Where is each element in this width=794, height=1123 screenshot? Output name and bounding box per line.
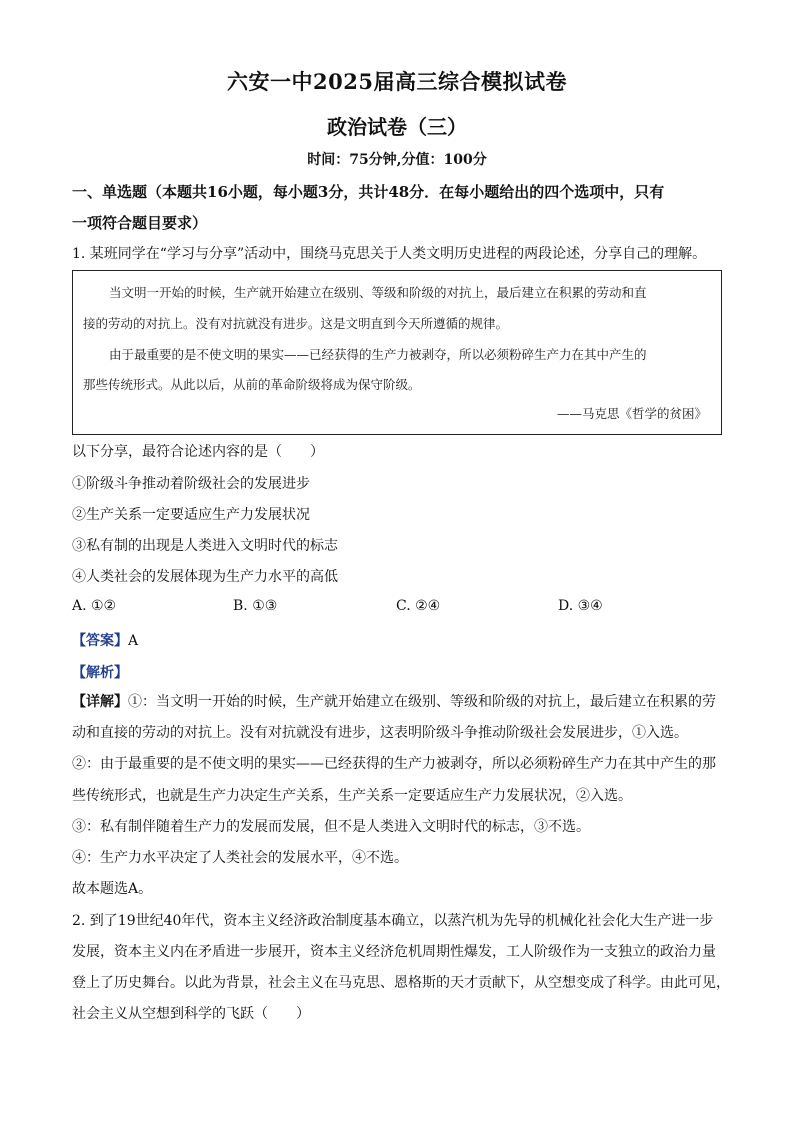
analysis-line-3: ②：由于最重要的是不使文明的果实——已经获得的生产力被剥夺，所以必须粉碎生产力在其中产生的那 — [72, 756, 716, 772]
quote-box — [72, 270, 722, 435]
analysis-line-4: 些传统形式，也就是生产力决定生产关系，生产关系一定要适应生产力发展状况，②入选。 — [72, 788, 632, 804]
statement-1: ①阶级斗争推动着阶级社会的发展进步 — [72, 476, 310, 492]
option-a: A. ①② — [72, 598, 117, 614]
quote-line: 当文明一开始的时候，生产就开始建立在级别、等级和阶级的对抗上，最后建立在积累的劳动和直 — [109, 285, 647, 300]
question-2-line-1: 2. 到了19世纪40年代，资本主义经济政治制度基本确立，以蒸汽机为先导的机械化社会化大生产进一步 — [72, 913, 714, 929]
analysis-line-2: 动和直接的劳动的对抗上。没有对抗就没有进步，这表明阶级斗争推动阶级社会发展进步，①入选。 — [72, 725, 688, 741]
statement-4: ④人类社会的发展体现为生产力水平的高低 — [72, 569, 338, 585]
analysis-conclusion: 故本题选A。 — [72, 881, 153, 897]
analysis-line-6: ④：生产力水平决定了人类社会的发展水平，④不选。 — [72, 850, 408, 866]
answer-value: A — [128, 633, 139, 649]
answer-label — [72, 630, 138, 650]
exam-title: 六安一中2025届高三综合模拟试卷 — [227, 69, 567, 94]
option-c: C. ②④ — [396, 598, 441, 614]
question-2-line-4: 社会主义从空想到科学的飞跃（ ） — [72, 1006, 310, 1022]
answer-tag: 【答案】 — [72, 633, 128, 649]
section-heading-line-1: 一、单选题（本题共16小题，每小题3分，共计48分．在每小题给出的四个选项中，只有 — [72, 183, 665, 201]
detail-tag: 【详解】 — [72, 694, 128, 710]
analysis-text: ①：当文明一开始的时候，生产就开始建立在级别、等级和阶级的对抗上，最后建立在积累的劳 — [128, 694, 716, 710]
exam-meta: 时间：75分钟,分值：100分 — [307, 152, 487, 168]
statement-3: ③私有制的出现是人类进入文明时代的标志 — [72, 538, 338, 554]
question-1-prompt: 以下分享，最符合论述内容的是（ ） — [72, 444, 324, 460]
option-b: B. ①③ — [233, 598, 278, 614]
question-2-line-2: 发展，资本主义内在矛盾进一步展开，资本主义经济危机周期性爆发，工人阶级作为一支独立的政治力量 — [72, 944, 716, 960]
option-d: D. ③④ — [558, 598, 603, 614]
question-2-line-3: 登上了历史舞台。以此为背景，社会主义在马克思、恩格斯的天才贡献下，从空想变成了科学。由此可见， — [72, 975, 730, 991]
quote-line: 接的劳动的对抗上。没有对抗就没有进步。这是文明直到今天所遵循的规律。 — [83, 316, 509, 331]
analysis-line-5: ③：私有制伴随着生产力的发展而发展，但不是人类进入文明时代的标志，③不选。 — [72, 819, 590, 835]
analysis-tag: 【解析】 — [72, 665, 128, 681]
question-1-stem: 1. 某班同学在“学习与分享”活动中，围绕马克思关于人类文明历史进程的两段论述，分享自己的理解。 — [72, 246, 707, 262]
quote-line: 那些传统形式。从此以后，从前的革命阶级将成为保守阶级。 — [83, 377, 421, 392]
exam-subtitle: 政治试卷（三） — [327, 115, 467, 139]
analysis-line-1 — [72, 692, 732, 712]
quote-source: ——马克思《哲学的贫困》 — [556, 406, 707, 421]
statement-2: ②生产关系一定要适应生产力发展状况 — [72, 507, 310, 523]
section-heading-line-2: 一项符合题目要求） — [72, 214, 208, 232]
quote-line: 由于最重要的是不使文明的果实——已经获得的生产力被剥夺，所以必须粉碎生产力在其中产生的 — [109, 347, 647, 362]
